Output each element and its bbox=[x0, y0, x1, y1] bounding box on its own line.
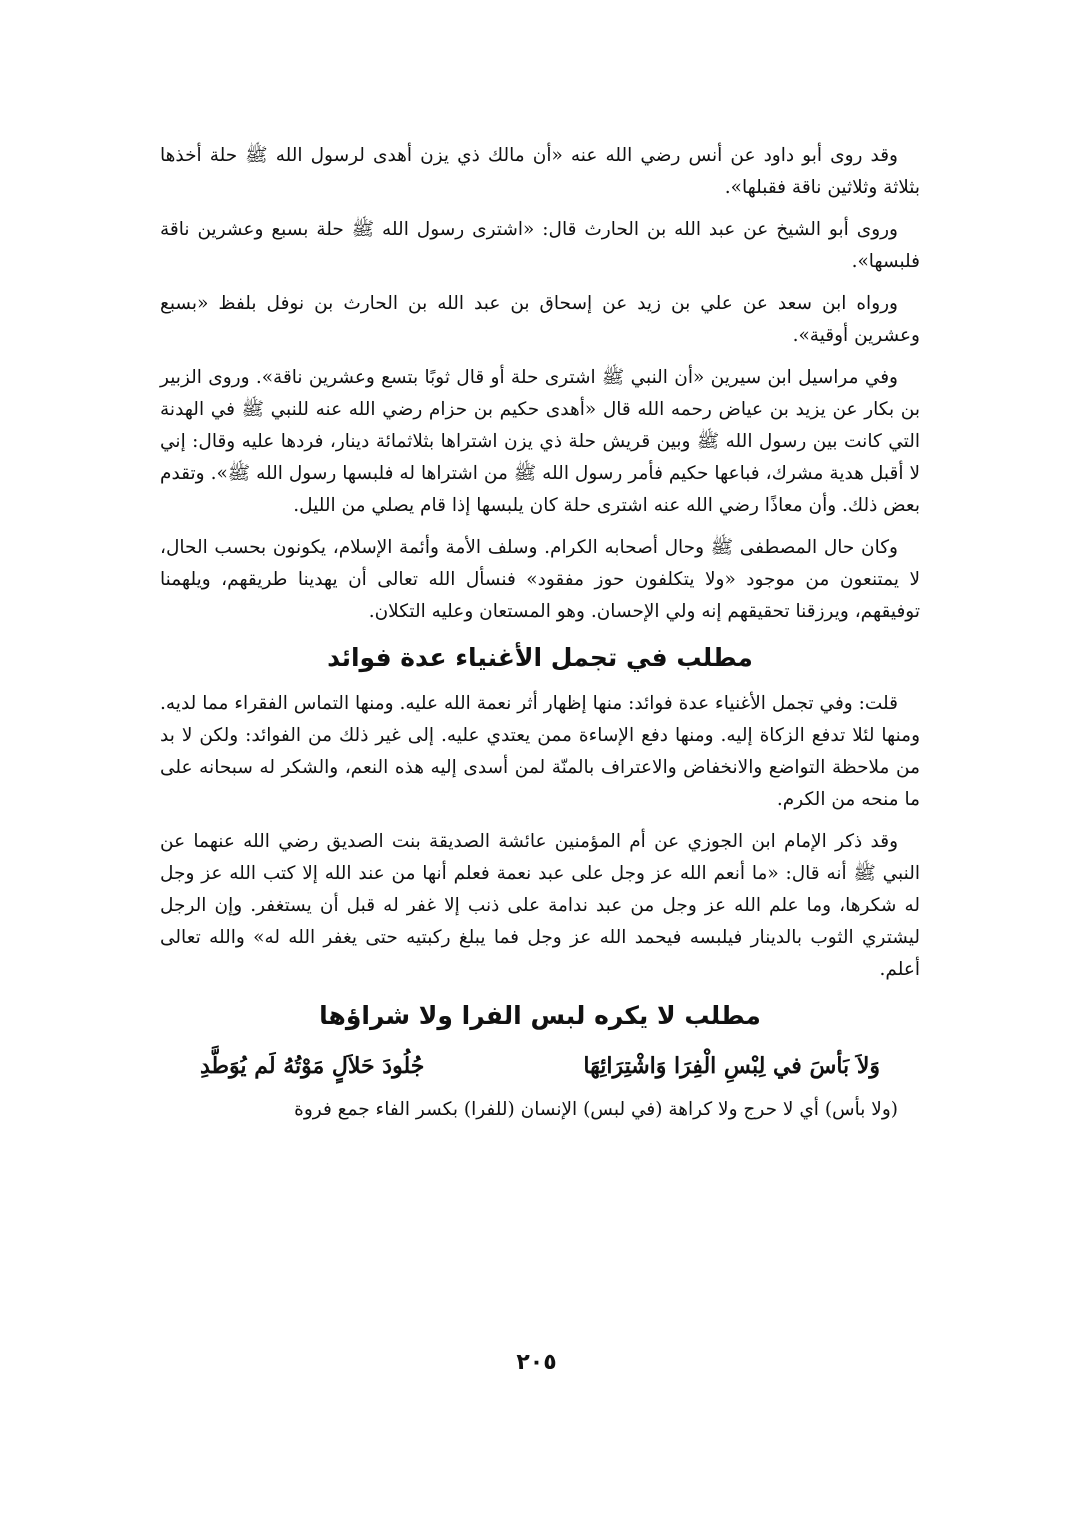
section-heading-wealthy-adornment: مطلب في تجمل الأغنياء عدة فوائد bbox=[327, 643, 753, 672]
paragraph-abu-al-shaykh: وروى أبو الشيخ عن عبد الله بن الحارث قال: «اشترى رسول الله ﷺ حلة بسبع وعشرين ناقة فلبسها». bbox=[160, 219, 920, 272]
paragraph-ibn-saad: ورواه ابن سعد عن علي بن زيد عن إسحاق بن عبد الله بن الحارث بن نوفل بلفظ «بسبع وعشرين أوقية». bbox=[160, 293, 920, 346]
paragraph-ibn-al-jawzi: وقد ذكر الإمام ابن الجوزي عن أم المؤمنين عائشة الصديقة بنت الصديق رضي الله عنهما عن النبي ﷺ أنه قال: «ما أنعم الله عز وجل على عبد نعمة فعلم أنها من عند الله إلا كتب الله عز وجل له شكرها، وما علم الله عز وجل من عبد ندامة على ذنب إلا غفر له قبل أن يستغفر. وإن الرجل ليشتري الثوب بالدينار فيلبسه فيحمد الله عز وجل فما يبلغ ركبتيه حتى يغفر الله له» والله تعالى أعلم. bbox=[160, 831, 921, 980]
page-number: ٢٠٥ bbox=[516, 1350, 557, 1375]
verse-hemistich-first: وَلاَ بَأسَ في لِبْسِ الْفِرَا وَاشْتِرَائِهَا bbox=[583, 1053, 880, 1079]
paragraph-benefits: قلت: وفي تجمل الأغنياء عدة فوائد: منها إظهار أثر نعمة الله عليه. ومنها التماس الفقراء مما لديه. ومنها لئلا تدفع الزكاة إليه. ومنها دفع الإساءة ممن يعتدي عليه. إلى غير ذلك من الفوائد: ولكن لا بد من ملاحظة التواضع والانخفاض والاعتراف بالمنّة لمن أسدى إليه هذه النعم، والشكر له سبحانه على ما منحه من الكرم. bbox=[160, 693, 920, 810]
verse-hemistich-second: جُلُودَ حَلاَلٍ مَوْتُهُ لَم يُوَطَّدِ bbox=[200, 1053, 425, 1079]
paragraph-verse-commentary: (ولا بأس) أي لا حرج ولا كراهة (في لبس) الإنسان (للفرا) بكسر الفاء جمع فروة bbox=[294, 1099, 898, 1120]
paragraph-ibn-sirin: وفي مراسيل ابن سيرين «أن النبي ﷺ اشترى حلة أو قال ثوبًا بتسع وعشرين ناقة». وروى الزبير بن بكار عن يزيد بن عياض رحمه الله قال «أهدى حكيم بن حزام رضي الله عنه للنبي ﷺ في الهدنة التي كانت بين رسول الله ﷺ وبين قريش حلة ذي يزن اشتراها بثلاثمائة دينار، فردها عليه وقال: إني لا أقبل هدية مشرك، فباعها حكيم فأمر رسول الله ﷺ من اشتراها له فلبسها رسول الله ﷺ». وتقدم بعض ذلك. وأن معاذًا رضي الله عنه اشترى حلة كان يلبسها إذا قام يصلي من الليل. bbox=[160, 367, 920, 516]
poem-verse bbox=[160, 1046, 920, 1086]
paragraph-abu-dawud: وقد روى أبو داود عن أنس رضي الله عنه «أن مالك ذي يزن أهدى لرسول الله ﷺ حلة أخذها بثلاثة وثلاثين ناقة فقبلها». bbox=[160, 145, 920, 198]
paragraph-mustafa-state: وكان حال المصطفى ﷺ وحال أصحابه الكرام. وسلف الأمة وأئمة الإسلام، يكونون بحسب الحال، لا يمتنعون من موجود «ولا يتكلفون حوز مفقود» فنسأل الله تعالى أن يهدينا طريقهم، ويلهمنا توفيقهم، ويرزقنا تحقيقهم إنه ولي الإحسان. وهو المستعان وعليه التكلان. bbox=[160, 537, 920, 622]
page-body bbox=[160, 140, 920, 1136]
section-heading-fur-clothing: مطلب لا يكره لبس الفرا ولا شراؤها bbox=[319, 1001, 761, 1030]
